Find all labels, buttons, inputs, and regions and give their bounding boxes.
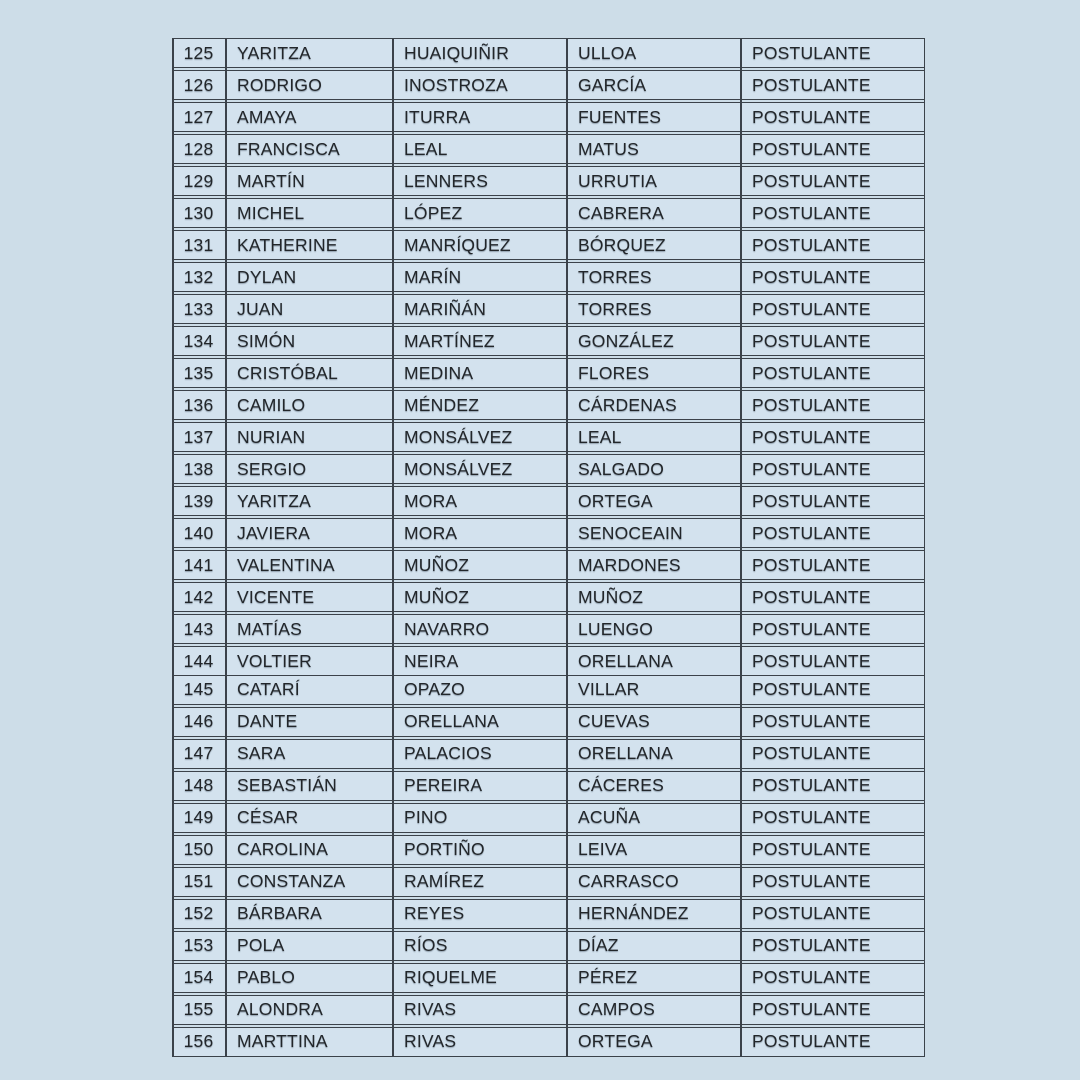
cell-first-name: MARTTINA [237, 1031, 328, 1051]
cell-maternal-surname: ORELLANA [578, 743, 673, 763]
cell-paternal-surname: LENNERS [404, 170, 489, 191]
cell-paternal-surname: ORELLANA [404, 711, 499, 731]
cell-paternal-surname: NAVARRO [404, 618, 490, 639]
cell-row-number: 136 [183, 394, 214, 415]
table-row [172, 422, 925, 452]
cell-row-number: 151 [183, 871, 214, 891]
cell-maternal-surname: MUÑOZ [578, 586, 644, 607]
cell-paternal-surname: PALACIOS [404, 743, 492, 763]
cell-paternal-surname: HUAIQUIÑIR [404, 42, 510, 63]
table-row [172, 230, 925, 260]
cell-first-name: PABLO [237, 967, 296, 987]
table-row [172, 1027, 925, 1057]
cell-paternal-surname: RAMÍREZ [404, 871, 485, 891]
cell-first-name: JUAN [237, 298, 284, 319]
cell-maternal-surname: MATUS [578, 138, 639, 159]
cell-status: POSTULANTE [752, 807, 871, 827]
cell-paternal-surname: PINO [404, 807, 448, 827]
cell-first-name: NURIAN [237, 426, 306, 447]
cell-status: POSTULANTE [752, 458, 871, 479]
table-row [172, 931, 925, 961]
cell-status: POSTULANTE [752, 967, 871, 987]
table-row [172, 582, 925, 612]
table-row [172, 326, 925, 356]
cell-status: POSTULANTE [752, 743, 871, 763]
cell-maternal-surname: PÉREZ [578, 967, 638, 987]
cell-row-number: 150 [183, 839, 214, 859]
cell-row-number: 128 [183, 138, 214, 159]
cell-first-name: CAMILO [237, 394, 306, 415]
cell-first-name: MATÍAS [237, 618, 303, 639]
cell-first-name: BÁRBARA [237, 903, 323, 923]
cell-paternal-surname: RÍOS [404, 935, 448, 955]
cell-status: POSTULANTE [752, 679, 871, 700]
table-row [172, 70, 925, 100]
cell-paternal-surname: MARIÑÁN [404, 298, 487, 319]
cell-row-number: 133 [183, 298, 214, 319]
cell-paternal-surname: LEAL [404, 138, 448, 159]
cell-status: POSTULANTE [752, 586, 871, 607]
cell-status: POSTULANTE [752, 903, 871, 923]
cell-maternal-surname: SENOCEAIN [578, 522, 683, 543]
cell-first-name: SIMÓN [237, 330, 296, 351]
cell-paternal-surname: OPAZO [404, 679, 465, 700]
cell-paternal-surname: MUÑOZ [404, 554, 470, 575]
cell-maternal-surname: URRUTIA [578, 170, 658, 191]
table-row [172, 486, 925, 516]
cell-status: POSTULANTE [752, 999, 871, 1019]
cell-status: POSTULANTE [752, 1031, 871, 1051]
cell-status: POSTULANTE [752, 298, 871, 319]
cell-status: POSTULANTE [752, 839, 871, 859]
cell-maternal-surname: HERNÁNDEZ [578, 903, 689, 923]
cell-row-number: 137 [183, 426, 214, 447]
cell-first-name: ALONDRA [237, 999, 324, 1019]
cell-status: POSTULANTE [752, 106, 871, 127]
cell-row-number: 155 [183, 999, 214, 1019]
table-row [172, 518, 925, 548]
cell-first-name: FRANCISCA [237, 138, 340, 159]
table-border-vertical-left [172, 38, 174, 1057]
cell-maternal-surname: CÁRDENAS [578, 394, 677, 415]
cell-first-name: SEBASTIÁN [237, 775, 338, 795]
cell-status: POSTULANTE [752, 266, 871, 287]
cell-row-number: 131 [183, 234, 214, 255]
table-row [172, 995, 925, 1025]
cell-row-number: 148 [183, 775, 214, 795]
table-rows [172, 38, 925, 1057]
cell-first-name: KATHERINE [237, 234, 338, 255]
table-row [172, 134, 925, 164]
cell-row-number: 130 [183, 202, 214, 223]
cell-maternal-surname: CARRASCO [578, 871, 679, 891]
cell-status: POSTULANTE [752, 74, 871, 95]
table-row [172, 198, 925, 228]
cell-maternal-surname: CABRERA [578, 202, 665, 223]
cell-first-name: YARITZA [237, 42, 311, 63]
cell-first-name: SARA [237, 743, 286, 763]
cell-first-name: POLA [237, 935, 285, 955]
table-row [172, 454, 925, 484]
cell-paternal-surname: MARTÍNEZ [404, 330, 495, 351]
table-row [172, 835, 925, 865]
cell-row-number: 125 [183, 42, 214, 63]
cell-paternal-surname: MUÑOZ [404, 586, 470, 607]
cell-first-name: RODRIGO [237, 74, 323, 95]
cell-maternal-surname: DÍAZ [578, 935, 619, 955]
cell-status: POSTULANTE [752, 711, 871, 731]
cell-row-number: 153 [183, 935, 214, 955]
cell-first-name: CRISTÓBAL [237, 362, 338, 383]
table-row [172, 166, 925, 196]
cell-maternal-surname: LEAL [578, 426, 622, 447]
cell-paternal-surname: NEIRA [404, 650, 459, 671]
cell-status: POSTULANTE [752, 234, 871, 255]
cell-maternal-surname: GONZÁLEZ [578, 330, 674, 351]
cell-paternal-surname: RIQUELME [404, 967, 498, 987]
table-row [172, 899, 925, 929]
table-row [172, 707, 925, 737]
cell-maternal-surname: GARCÍA [578, 74, 647, 95]
cell-first-name: CATARÍ [237, 679, 300, 700]
table-row [172, 358, 925, 388]
table-row [172, 771, 925, 801]
cell-paternal-surname: RIVAS [404, 999, 457, 1019]
table-row [172, 867, 925, 897]
cell-status: POSTULANTE [752, 490, 871, 511]
cell-paternal-surname: MEDINA [404, 362, 474, 383]
table-row [172, 390, 925, 420]
cell-status: POSTULANTE [752, 330, 871, 351]
cell-maternal-surname: CUEVAS [578, 711, 650, 731]
cell-row-number: 127 [183, 106, 214, 127]
cell-status: POSTULANTE [752, 426, 871, 447]
cell-row-number: 142 [183, 586, 214, 607]
cell-paternal-surname: INOSTROZA [404, 74, 508, 95]
cell-maternal-surname: FLORES [578, 362, 650, 383]
cell-first-name: JAVIERA [237, 522, 311, 543]
cell-first-name: DYLAN [237, 266, 297, 287]
cell-row-number: 145 [183, 679, 214, 700]
cell-row-number: 132 [183, 266, 214, 287]
cell-row-number: 152 [183, 903, 214, 923]
cell-status: POSTULANTE [752, 362, 871, 383]
cell-status: POSTULANTE [752, 650, 871, 671]
cell-paternal-surname: MARÍN [404, 266, 462, 287]
cell-status: POSTULANTE [752, 618, 871, 639]
applicant-roster-table [172, 38, 925, 1057]
cell-status: POSTULANTE [752, 170, 871, 191]
cell-paternal-surname: RIVAS [404, 1031, 457, 1051]
cell-row-number: 156 [183, 1031, 214, 1051]
cell-paternal-surname: MÉNDEZ [404, 394, 480, 415]
cell-row-number: 138 [183, 458, 214, 479]
cell-first-name: CAROLINA [237, 839, 329, 859]
table-row [172, 262, 925, 292]
cell-row-number: 146 [183, 711, 214, 731]
cell-maternal-surname: TORRES [578, 298, 652, 319]
table-border-vertical-1 [225, 38, 227, 1057]
cell-paternal-surname: MONSÁLVEZ [404, 426, 513, 447]
cell-maternal-surname: FUENTES [578, 106, 662, 127]
cell-first-name: MARTÍN [237, 170, 305, 191]
cell-row-number: 129 [183, 170, 214, 191]
cell-status: POSTULANTE [752, 935, 871, 955]
cell-row-number: 139 [183, 490, 214, 511]
cell-status: POSTULANTE [752, 138, 871, 159]
cell-maternal-surname: BÓRQUEZ [578, 234, 666, 255]
cell-first-name: YARITZA [237, 490, 311, 511]
cell-maternal-surname: LUENGO [578, 618, 654, 639]
cell-maternal-surname: CAMPOS [578, 999, 656, 1019]
table-row [172, 38, 925, 68]
cell-paternal-surname: MONSÁLVEZ [404, 458, 513, 479]
cell-row-number: 143 [183, 618, 214, 639]
table-row [172, 614, 925, 644]
cell-first-name: MICHEL [237, 202, 305, 223]
cell-maternal-surname: LEIVA [578, 839, 628, 859]
cell-status: POSTULANTE [752, 522, 871, 543]
cell-first-name: VALENTINA [237, 554, 335, 575]
cell-row-number: 126 [183, 74, 214, 95]
table-row [172, 550, 925, 580]
cell-maternal-surname: CÁCERES [578, 775, 665, 795]
cell-status: POSTULANTE [752, 394, 871, 415]
cell-maternal-surname: TORRES [578, 266, 652, 287]
table-row [172, 739, 925, 769]
cell-status: POSTULANTE [752, 775, 871, 795]
cell-first-name: CONSTANZA [237, 871, 346, 891]
cell-maternal-surname: VILLAR [578, 679, 640, 700]
cell-row-number: 154 [183, 967, 214, 987]
table-border-vertical-3 [566, 38, 568, 1057]
cell-maternal-surname: ULLOA [578, 42, 637, 63]
table-row [172, 294, 925, 324]
cell-status: POSTULANTE [752, 554, 871, 575]
cell-row-number: 140 [183, 522, 214, 543]
cell-first-name: SERGIO [237, 458, 307, 479]
cell-maternal-surname: ORELLANA [578, 650, 673, 671]
table-row [172, 803, 925, 833]
cell-paternal-surname: LÓPEZ [404, 202, 463, 223]
table-row [172, 102, 925, 132]
cell-maternal-surname: SALGADO [578, 458, 665, 479]
table-border-vertical-right [924, 38, 926, 1057]
cell-first-name: VOLTIER [237, 650, 312, 671]
cell-row-number: 147 [183, 743, 214, 763]
cell-first-name: AMAYA [237, 106, 297, 127]
cell-status: POSTULANTE [752, 202, 871, 223]
cell-paternal-surname: MORA [404, 490, 458, 511]
cell-paternal-surname: PEREIRA [404, 775, 483, 795]
table-border-vertical-4 [740, 38, 742, 1057]
cell-maternal-surname: ACUÑA [578, 807, 641, 827]
cell-first-name: DANTE [237, 711, 298, 731]
cell-row-number: 135 [183, 362, 214, 383]
table-row [172, 646, 925, 676]
cell-row-number: 144 [183, 650, 214, 671]
cell-row-number: 149 [183, 807, 214, 827]
cell-paternal-surname: PORTIÑO [404, 839, 485, 859]
cell-maternal-surname: MARDONES [578, 554, 681, 575]
table-row [172, 676, 925, 705]
cell-paternal-surname: MORA [404, 522, 458, 543]
cell-row-number: 141 [183, 554, 214, 575]
cell-status: POSTULANTE [752, 42, 871, 63]
cell-maternal-surname: ORTEGA [578, 490, 653, 511]
cell-paternal-surname: ITURRA [404, 106, 471, 127]
cell-paternal-surname: REYES [404, 903, 465, 923]
cell-row-number: 134 [183, 330, 214, 351]
cell-maternal-surname: ORTEGA [578, 1031, 653, 1051]
cell-status: POSTULANTE [752, 871, 871, 891]
table-border-vertical-2 [392, 38, 394, 1057]
table-row [172, 963, 925, 993]
cell-first-name: CÉSAR [237, 807, 299, 827]
cell-first-name: VICENTE [237, 586, 315, 607]
cell-paternal-surname: MANRÍQUEZ [404, 234, 511, 255]
